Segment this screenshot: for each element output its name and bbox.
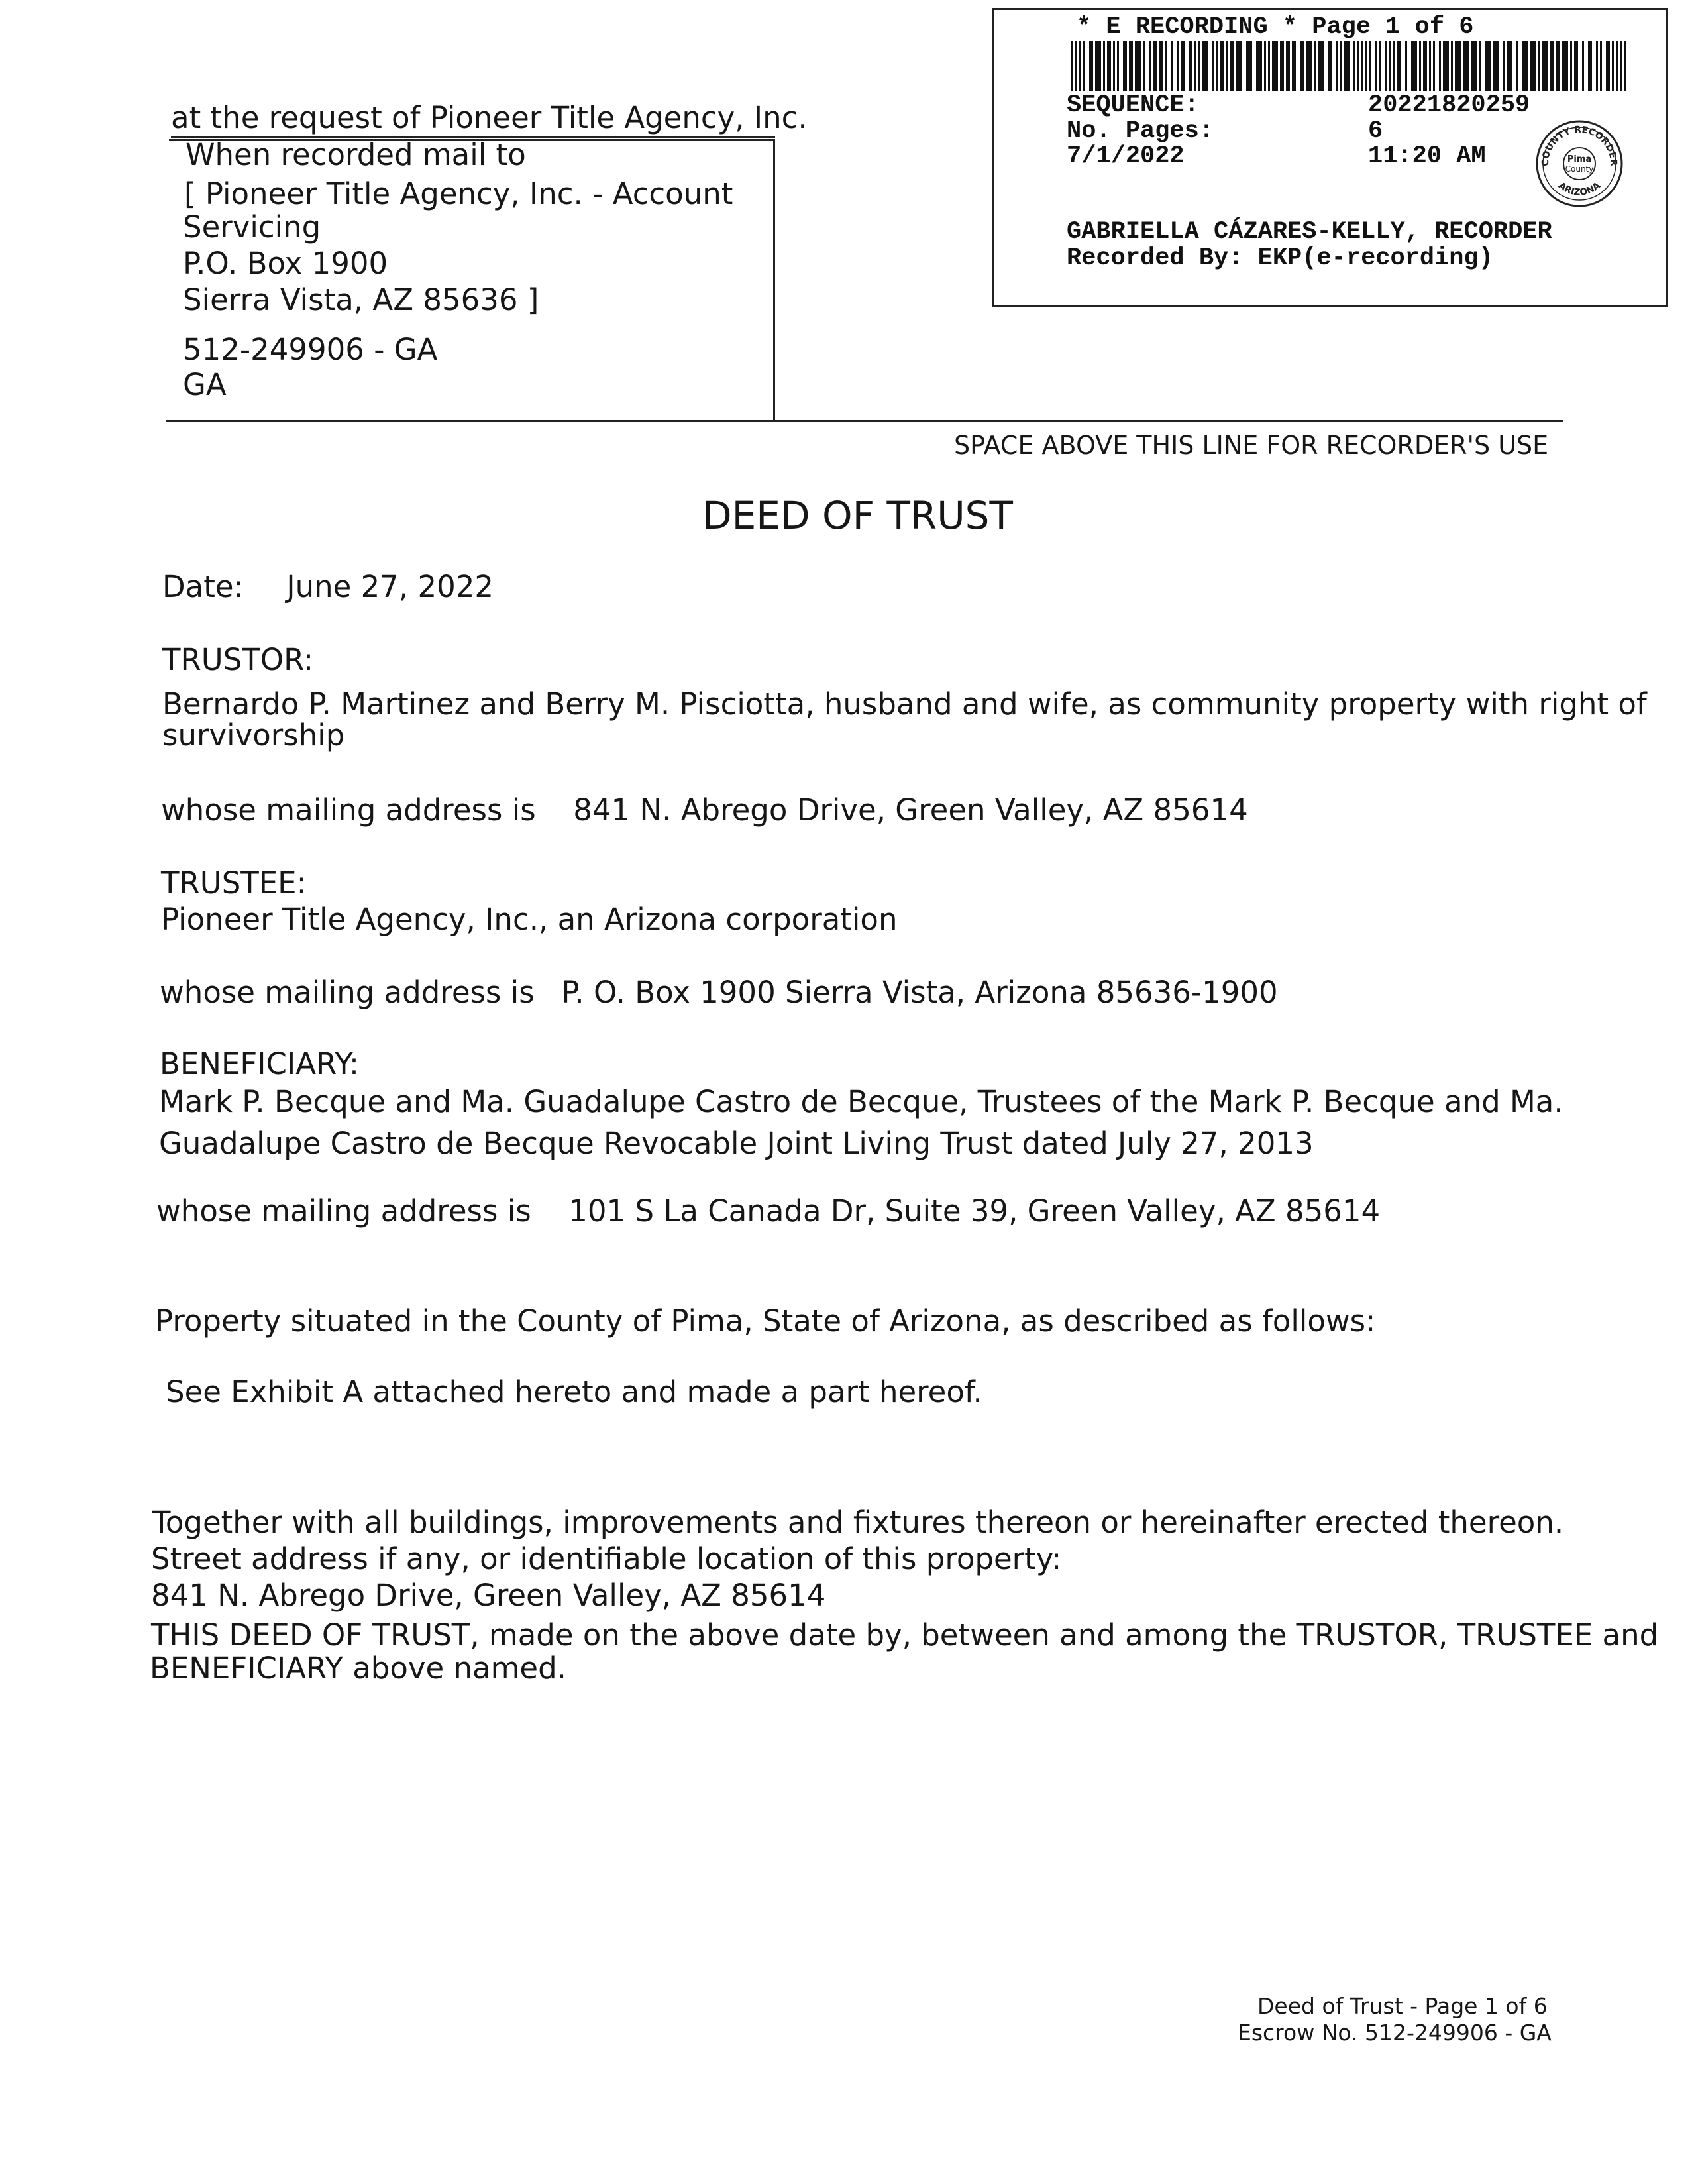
seal-center-line2: County (1565, 164, 1594, 174)
barcode-bar (1522, 41, 1528, 91)
trustor-address-row (161, 792, 1248, 829)
recorded-by: Recorded By: EKP(e-recording) (1067, 245, 1493, 272)
recorder-name: GABRIELLA CÁZARES-KELLY, RECORDER (1067, 218, 1552, 246)
deed-line-2: BENEFICIARY above named. (150, 1651, 566, 1686)
barcode-bar (1202, 41, 1208, 91)
barcode-bar (1135, 41, 1141, 91)
barcode-bar (1256, 41, 1262, 91)
beneficiary-line-2: Guadalupe Castro de Becque Revocable Joint Living Trust dated July 27, 2013 (159, 1126, 1314, 1161)
property-line: Property situated in the County of Pima, State of Arizona, as described as follows: (155, 1303, 1376, 1338)
trustee-address: P. O. Box 1900 Sierra Vista, Arizona 85636-1900 (561, 975, 1278, 1010)
barcode-bar (1493, 41, 1499, 91)
exhibit-line: See Exhibit A attached hereto and made a part hereof. (166, 1374, 982, 1409)
barcode-bar (1507, 41, 1512, 91)
trustor-address-label: whose mailing address is (161, 792, 536, 828)
svg-text:ARIZONA (1556, 180, 1603, 198)
date-row (162, 569, 494, 606)
recording-date: 7/1/2022 (1067, 142, 1185, 170)
footer-escrow: Escrow No. 512-249906 - GA (1238, 2020, 1552, 2046)
barcode (1071, 41, 1628, 91)
barcode-bar (1485, 41, 1491, 91)
barcode-bar (1443, 41, 1449, 91)
barcode-bar (1306, 41, 1312, 91)
trustee-address-row (160, 974, 1278, 1011)
mail-to-line-5: Sierra Vista, AZ 85636 ] (183, 282, 539, 317)
barcode-bar (1344, 41, 1350, 91)
barcode-bar (1318, 41, 1324, 91)
beneficiary-address-row (156, 1193, 1380, 1230)
trustee-heading: TRUSTEE: (161, 865, 307, 901)
mail-to-line-1: When recorded mail to (186, 137, 526, 172)
seal-center-line1: Pima (1567, 154, 1592, 164)
street-address: 841 N. Abrego Drive, Green Valley, AZ 85614 (151, 1578, 826, 1613)
together-line: Together with all buildings, improvements and fixtures thereon or hereinafter erected thereon. (152, 1505, 1564, 1540)
barcode-bar (1542, 41, 1548, 91)
beneficiary-line-1: Mark P. Becque and Ma. Guadalupe Castro de Becque, Trustees of the Mark P. Becque and Ma. (159, 1084, 1564, 1119)
barcode-bar (1272, 41, 1278, 91)
trustor-line-1: Bernardo P. Martinez and Berry M. Pisciotta, husband and wife, as community property with right of (162, 686, 1647, 722)
mail-to-line-3: Servicing (183, 209, 321, 245)
barcode-bar (1236, 41, 1242, 91)
deed-line-1: THIS DEED OF TRUST, made on the above date by, between and among the TRUSTOR, TRUSTEE and (151, 1617, 1659, 1653)
trustor-heading: TRUSTOR: (162, 642, 314, 677)
barcode-bar (1095, 41, 1101, 91)
trustor-line-2: survivorship (162, 718, 345, 753)
seal-top-text: COUNTY RECORDER (1540, 124, 1619, 167)
barcode-bar (1626, 41, 1628, 91)
beneficiary-address: 101 S La Canada Dr, Suite 39, Green Valley, AZ 85614 (568, 1193, 1381, 1228)
barcode-bar (1463, 41, 1469, 91)
recorder-use-line (166, 420, 1564, 422)
barcode-bar (1530, 41, 1536, 91)
pages-value: 6 (1368, 117, 1383, 145)
county-seal-icon (1534, 118, 1625, 209)
sequence-label: SEQUENCE: (1067, 91, 1199, 119)
escrow-line: 512-249906 - GA (183, 332, 438, 367)
footer-page: Deed of Trust - Page 1 of 6 (1257, 1993, 1548, 2019)
recording-time: 11:20 AM (1368, 142, 1486, 170)
pages-label: No. Pages: (1067, 117, 1214, 145)
street-label: Street address if any, or identifiable location of this property: (151, 1541, 1062, 1576)
seal-bottom-text: ARIZONA (1556, 180, 1603, 198)
recording-stamp-box (992, 8, 1668, 307)
barcode-bar (1246, 41, 1252, 91)
barcode-bar (1455, 41, 1461, 91)
recording-header: * E RECORDING * Page 1 of 6 (1077, 13, 1474, 41)
document-title: DEED OF TRUST (702, 493, 1013, 538)
beneficiary-heading: BENEFICIARY: (160, 1046, 360, 1081)
barcode-bar (1562, 41, 1568, 91)
trustee-name: Pioneer Title Agency, Inc., an Arizona corporation (161, 902, 898, 937)
recorder-use-label: SPACE ABOVE THIS LINE FOR RECORDER'S USE (954, 431, 1549, 460)
mail-to-line-4: P.O. Box 1900 (183, 246, 388, 281)
barcode-bar (1411, 41, 1417, 91)
mail-to-line-2: [ Pioneer Title Agency, Inc. - Account (184, 176, 733, 211)
request-line: at the request of Pioneer Title Agency, Inc. (171, 100, 808, 135)
date-label: Date: (162, 569, 244, 604)
barcode-bar (1471, 41, 1477, 91)
trustee-address-label: whose mailing address is (160, 975, 535, 1010)
date-value: June 27, 2022 (286, 569, 494, 604)
trustor-address: 841 N. Abrego Drive, Green Valley, AZ 85614 (573, 792, 1248, 828)
sequence-value: 20221820259 (1368, 91, 1530, 119)
initials: GA (183, 367, 227, 402)
beneficiary-address-label: whose mailing address is (156, 1193, 531, 1228)
